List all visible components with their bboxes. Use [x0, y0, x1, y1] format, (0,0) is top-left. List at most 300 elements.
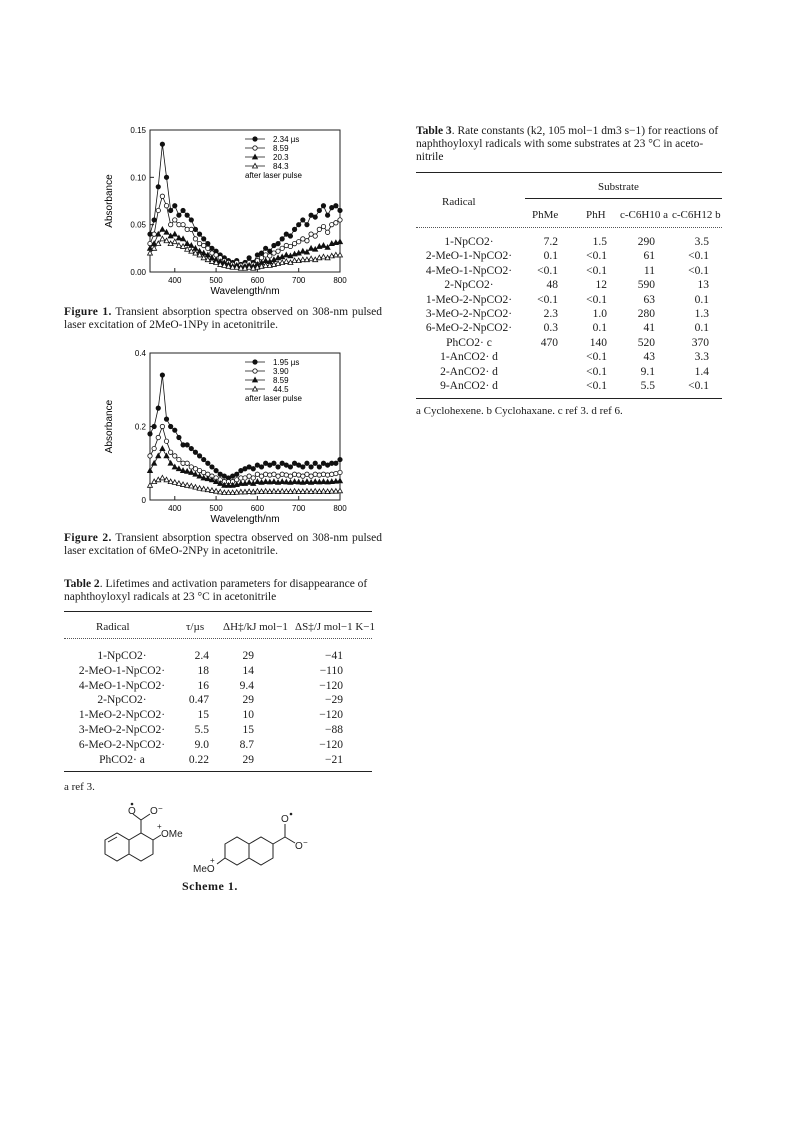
data-point	[309, 256, 314, 261]
data-point	[206, 246, 210, 250]
data-point	[197, 232, 201, 236]
row-value: 590	[637, 279, 655, 292]
data-point	[201, 243, 205, 247]
row-value: <0.1	[688, 264, 709, 277]
data-point	[334, 204, 338, 208]
table-3-top-rule	[416, 172, 722, 173]
data-point	[185, 213, 189, 217]
y-tick-label: 0.2	[134, 422, 146, 432]
data-point	[321, 472, 325, 476]
data-point	[313, 461, 317, 465]
data-point	[338, 478, 343, 483]
data-point	[173, 218, 177, 222]
data-point	[288, 244, 292, 248]
row-value: 11	[643, 264, 655, 277]
scheme-1-structures	[95, 800, 365, 880]
data-point	[292, 472, 296, 476]
data-point	[317, 465, 321, 469]
data-point	[206, 241, 210, 245]
data-point	[301, 465, 305, 469]
data-point	[301, 237, 305, 241]
data-point	[284, 463, 288, 467]
data-point	[243, 476, 247, 480]
data-point	[160, 475, 165, 480]
data-point	[296, 463, 300, 467]
data-point	[235, 472, 239, 476]
table-3-header-phh: PhH	[586, 209, 606, 221]
row-radical: 1-MeO-2-NpCO2·	[78, 709, 166, 722]
data-point	[268, 473, 272, 477]
row-value: 1.0	[592, 308, 607, 320]
data-point	[280, 461, 284, 465]
data-point	[272, 251, 276, 255]
data-point	[201, 237, 205, 241]
left-o2-bond	[141, 814, 150, 820]
data-point	[280, 472, 284, 476]
data-point	[201, 470, 205, 474]
row-value: <0.1	[537, 264, 558, 277]
data-point	[181, 222, 185, 226]
data-point	[177, 457, 181, 461]
table-2-label: Table 2	[64, 578, 100, 590]
data-point	[305, 239, 309, 243]
data-point	[284, 252, 289, 257]
data-point	[271, 479, 276, 484]
legend-entry: 44.5	[273, 385, 289, 394]
row-value: 43	[643, 351, 655, 364]
data-point	[268, 463, 272, 467]
data-point	[338, 470, 342, 474]
data-point	[189, 465, 193, 469]
series-line	[150, 427, 340, 482]
row-value: −88	[325, 724, 343, 736]
data-point	[313, 234, 317, 238]
data-point	[168, 222, 172, 226]
x-tick-label: 800	[333, 504, 347, 513]
row-value: −120	[319, 738, 343, 751]
data-point	[164, 453, 169, 458]
row-value: 41	[643, 322, 655, 335]
data-point	[173, 428, 177, 432]
data-point	[330, 472, 334, 476]
data-point	[168, 461, 173, 466]
row-value: <0.1	[688, 250, 709, 263]
left-structure-bonds	[105, 814, 161, 861]
row-value: 5.5	[640, 380, 655, 392]
data-point	[156, 453, 161, 458]
data-point	[284, 243, 288, 247]
row-value: −29	[325, 694, 343, 707]
row-radical: 2-MeO-1-NpCO2·	[425, 250, 513, 263]
row-value: 0.1	[694, 293, 709, 306]
legend-entry: 8.59	[273, 376, 289, 385]
x-tick-label: 700	[292, 504, 306, 513]
data-point	[263, 253, 267, 257]
data-point	[197, 454, 201, 458]
x-axis-label: Wavelength/nm	[210, 286, 280, 297]
data-point	[160, 194, 164, 198]
y-tick-label: 0.00	[130, 268, 146, 277]
row-radical: 6-MeO-2-NpCO2·	[425, 322, 513, 335]
data-point	[313, 472, 317, 476]
table-2-header-ds: ΔS‡/J mol−1 K−1	[295, 621, 375, 633]
row-value: 5.5	[194, 724, 209, 736]
figure-1-label: Figure 1.	[64, 306, 112, 318]
row-radical: 1-NpCO2·	[444, 236, 494, 248]
right-anion-sign: −	[303, 838, 308, 847]
row-value: <0.1	[586, 365, 607, 378]
data-point	[156, 406, 160, 410]
data-point	[272, 243, 276, 247]
row-radical: 1-NpCO2·	[97, 650, 147, 662]
table-3-title-text: . Rate constants (k2, 105 mol−1 dm3 s−1) for reactions of naphthoyloxyl radicals with some substrates at 23 °C in aceto-nitrile	[416, 125, 719, 163]
data-point	[325, 230, 329, 234]
row-value: 0.22	[188, 753, 209, 766]
row-value: <0.1	[586, 380, 607, 392]
left-ring-b	[129, 833, 153, 861]
x-tick-label: 600	[250, 504, 265, 513]
series-line	[150, 196, 340, 265]
legend-entry: 1.95 µs	[273, 358, 300, 367]
x-axis-label: Wavelength/nm	[210, 514, 280, 525]
data-point	[309, 246, 314, 251]
row-value: 0.1	[694, 322, 709, 335]
data-point	[160, 236, 165, 241]
table-2-header-tau: τ/µs	[186, 621, 205, 633]
data-point	[268, 249, 272, 253]
data-point	[321, 243, 326, 248]
data-point	[255, 253, 259, 257]
data-point	[325, 213, 329, 217]
row-value: 140	[589, 336, 607, 349]
data-point	[255, 479, 260, 484]
data-point	[193, 450, 197, 454]
data-point	[296, 240, 300, 244]
data-point	[201, 255, 206, 260]
data-point	[168, 208, 172, 212]
row-value: 470	[540, 336, 558, 349]
data-point	[185, 443, 189, 447]
data-point	[288, 234, 292, 238]
data-point	[292, 241, 296, 245]
data-point	[148, 468, 153, 473]
row-radical: PhCO2· c	[446, 336, 492, 349]
data-point	[284, 232, 288, 236]
data-point	[321, 224, 325, 228]
row-value: 2.4	[194, 650, 209, 662]
table-3-header-c6h12: c-C6H12 b	[672, 209, 721, 221]
row-value: 0.47	[188, 694, 209, 707]
data-point	[259, 251, 263, 255]
data-point	[197, 241, 201, 245]
data-point	[156, 435, 160, 439]
row-radical: 2-MeO-1-NpCO2·	[78, 664, 166, 677]
right-meo-bond	[217, 858, 225, 864]
y-tick-label: 0	[141, 496, 146, 505]
row-radical: 3-MeO-2-NpCO2·	[78, 724, 166, 736]
table-3-label: Table 3	[416, 125, 452, 137]
data-point	[152, 461, 157, 466]
data-point	[259, 465, 263, 469]
data-point	[189, 218, 193, 222]
data-point	[247, 256, 251, 260]
series-line	[150, 375, 340, 478]
data-point	[334, 461, 338, 465]
data-point	[325, 463, 329, 467]
legend-note: after laser pulse	[245, 394, 302, 403]
data-point	[164, 175, 168, 179]
row-value: −41	[325, 650, 343, 662]
row-value: 48	[546, 279, 558, 292]
right-o-anion: O	[295, 841, 303, 852]
data-point	[317, 227, 321, 231]
table-3-header-phme: PhMe	[532, 209, 559, 221]
table-3-bottom-rule	[416, 398, 722, 399]
data-point	[168, 424, 172, 428]
left-ome-label: OMe	[161, 829, 183, 840]
y-tick-label: 0.05	[130, 220, 146, 230]
table-3-header-radical: Radical	[442, 196, 476, 208]
data-point	[284, 473, 288, 477]
row-value: 13	[697, 279, 709, 292]
row-value: <0.1	[688, 380, 709, 392]
data-point	[309, 465, 313, 469]
row-radical: 2-AnCO2· d	[440, 365, 498, 378]
row-value: 3.3	[694, 351, 709, 364]
data-point	[309, 474, 313, 478]
data-point	[152, 424, 156, 428]
row-value: 0.1	[592, 322, 607, 335]
y-tick-label: 0.10	[130, 173, 146, 183]
row-value: 8.7	[239, 738, 254, 751]
row-radical: 1-AnCO2· d	[440, 351, 498, 364]
row-value: 2.3	[543, 308, 558, 320]
row-value: −120	[319, 679, 343, 692]
row-value: 7.2	[543, 236, 558, 248]
table-2-footnote: a ref 3.	[64, 781, 95, 793]
data-point	[263, 246, 267, 250]
data-point	[152, 218, 156, 222]
x-tick-label: 700	[292, 276, 306, 285]
series-3	[148, 236, 343, 270]
right-radical-dot	[290, 813, 293, 816]
right-structure-bonds	[217, 824, 295, 865]
right-o-radical: O	[281, 814, 289, 825]
data-point	[160, 142, 164, 146]
row-radical: 3-MeO-2-NpCO2·	[425, 308, 513, 320]
row-value: 14	[242, 664, 254, 677]
table-2-header-radical: Radical	[96, 621, 130, 633]
legend-entry: 20.3	[273, 153, 289, 162]
data-point	[292, 461, 296, 465]
figure-2-chart	[100, 345, 360, 530]
row-value: 1.5	[592, 236, 607, 248]
data-point	[197, 468, 201, 472]
data-point	[276, 241, 280, 245]
row-radical: 4-MeO-1-NpCO2·	[425, 264, 513, 277]
data-point	[276, 465, 280, 469]
data-point	[172, 232, 177, 237]
data-point	[272, 461, 276, 465]
row-value: 29	[242, 650, 254, 662]
row-value: 63	[643, 293, 655, 306]
data-point	[301, 218, 305, 222]
data-point	[338, 457, 342, 461]
row-value: <0.1	[586, 250, 607, 263]
data-point	[185, 461, 189, 465]
data-point	[193, 467, 197, 471]
data-point	[280, 237, 284, 241]
row-value: <0.1	[537, 293, 558, 306]
data-point	[317, 473, 321, 477]
left-ome-bond	[153, 835, 161, 840]
row-radical: 2-NpCO2·	[444, 279, 494, 292]
right-o2-bond	[285, 837, 295, 843]
figure-2-caption	[64, 532, 382, 558]
data-point	[296, 473, 300, 477]
data-point	[313, 215, 317, 219]
table-2-header-dh: ΔH‡/kJ mol−1	[223, 621, 288, 633]
data-point	[338, 239, 343, 244]
table-2-bottom-rule	[64, 771, 372, 772]
scheme-1-label: Scheme 1.	[182, 879, 238, 893]
x-tick-label: 500	[209, 504, 223, 513]
data-point	[218, 472, 222, 476]
data-point	[214, 468, 218, 472]
row-value: <0.1	[586, 293, 607, 306]
data-point	[309, 232, 313, 236]
data-point	[338, 218, 342, 222]
figure-2-svg	[100, 345, 360, 530]
data-point	[164, 439, 168, 443]
row-value: 0.3	[543, 322, 558, 335]
data-point	[168, 450, 172, 454]
data-point	[305, 472, 309, 476]
y-tick-label: 0.4	[134, 349, 146, 358]
data-point	[189, 446, 193, 450]
data-point	[210, 465, 214, 469]
data-point	[247, 465, 251, 469]
legend-note: after laser pulse	[245, 171, 302, 180]
data-point	[263, 461, 267, 465]
table-3-group-header: Substrate	[598, 181, 639, 193]
row-value: 1.4	[694, 365, 709, 378]
figure-1-caption	[64, 306, 382, 332]
right-carbonyl-bond	[273, 837, 285, 844]
x-tick-label: 400	[168, 504, 182, 513]
data-point	[181, 208, 185, 212]
data-point	[276, 249, 280, 253]
data-point	[160, 227, 165, 232]
table-3-title	[416, 125, 730, 164]
scheme-1-svg	[95, 800, 365, 880]
data-point	[156, 208, 160, 212]
table-2-header-rule	[64, 638, 372, 639]
x-tick-label: 600	[250, 276, 265, 285]
data-point	[247, 480, 252, 485]
left-anion-sign: −	[158, 804, 163, 813]
row-value: 1.3	[694, 308, 709, 320]
row-radical: 6-MeO-2-NpCO2·	[78, 738, 166, 751]
row-radical: 9-AnCO2· d	[440, 380, 498, 392]
legend-marker	[253, 137, 257, 141]
data-point	[160, 373, 164, 377]
figure-2-caption-text: Transient absorption spectra observed on 308-nm pulsed laser excitation of 6MeO-2NPy in acetonitrile.	[64, 532, 382, 557]
data-point	[263, 472, 267, 476]
left-o-radical: O	[128, 806, 136, 817]
row-value: 9.1	[640, 365, 655, 378]
legend-entry: 84.3	[273, 162, 289, 171]
row-value: −21	[325, 753, 343, 766]
data-point	[304, 479, 309, 484]
row-value: 15	[197, 709, 209, 722]
data-point	[148, 454, 152, 458]
series-0	[148, 142, 342, 267]
data-point	[296, 222, 300, 226]
table-3-group-rule	[525, 198, 722, 199]
data-point	[268, 254, 272, 258]
row-value: 290	[637, 236, 655, 248]
data-point	[206, 461, 210, 465]
data-point	[288, 465, 292, 469]
data-point	[338, 488, 343, 493]
row-value: −120	[319, 709, 343, 722]
data-point	[177, 213, 181, 217]
data-point	[305, 222, 309, 226]
data-point	[284, 259, 289, 264]
data-point	[334, 221, 338, 225]
data-point	[247, 474, 251, 478]
data-point	[156, 185, 160, 189]
figure-1-chart	[100, 122, 360, 302]
data-point	[330, 205, 334, 209]
data-point	[164, 417, 168, 421]
data-point	[321, 461, 325, 465]
row-value: 370	[691, 336, 709, 349]
data-point	[251, 476, 255, 480]
row-value: −110	[319, 664, 343, 677]
row-value: 16	[197, 679, 209, 692]
left-plus-sign: +	[157, 822, 162, 831]
data-point	[330, 222, 334, 226]
row-value: 29	[242, 694, 254, 707]
row-value: 29	[242, 753, 254, 766]
data-point	[222, 474, 226, 478]
data-point	[251, 467, 255, 471]
data-point	[321, 204, 325, 208]
x-tick-label: 800	[333, 276, 347, 285]
row-value: 3.5	[694, 236, 709, 248]
legend-marker	[253, 146, 257, 150]
x-tick-label: 500	[209, 276, 223, 285]
data-point	[280, 246, 284, 250]
right-ring-b	[249, 837, 273, 865]
series-1	[148, 424, 342, 484]
data-point	[164, 230, 169, 235]
data-point	[239, 468, 243, 472]
data-point	[243, 467, 247, 471]
data-point	[160, 446, 165, 451]
data-point	[276, 474, 280, 478]
data-point	[201, 457, 205, 461]
data-point	[334, 471, 338, 475]
data-point	[259, 474, 263, 478]
data-point	[173, 204, 177, 208]
right-ring-a	[225, 837, 249, 865]
figure-1-caption-text: Transient absorption spectra observed on 308-nm pulsed laser excitation of 2MeO-1NPy in acetonitrile.	[64, 306, 382, 331]
y-axis-label: Absorbance	[104, 399, 115, 454]
data-point	[288, 474, 292, 478]
